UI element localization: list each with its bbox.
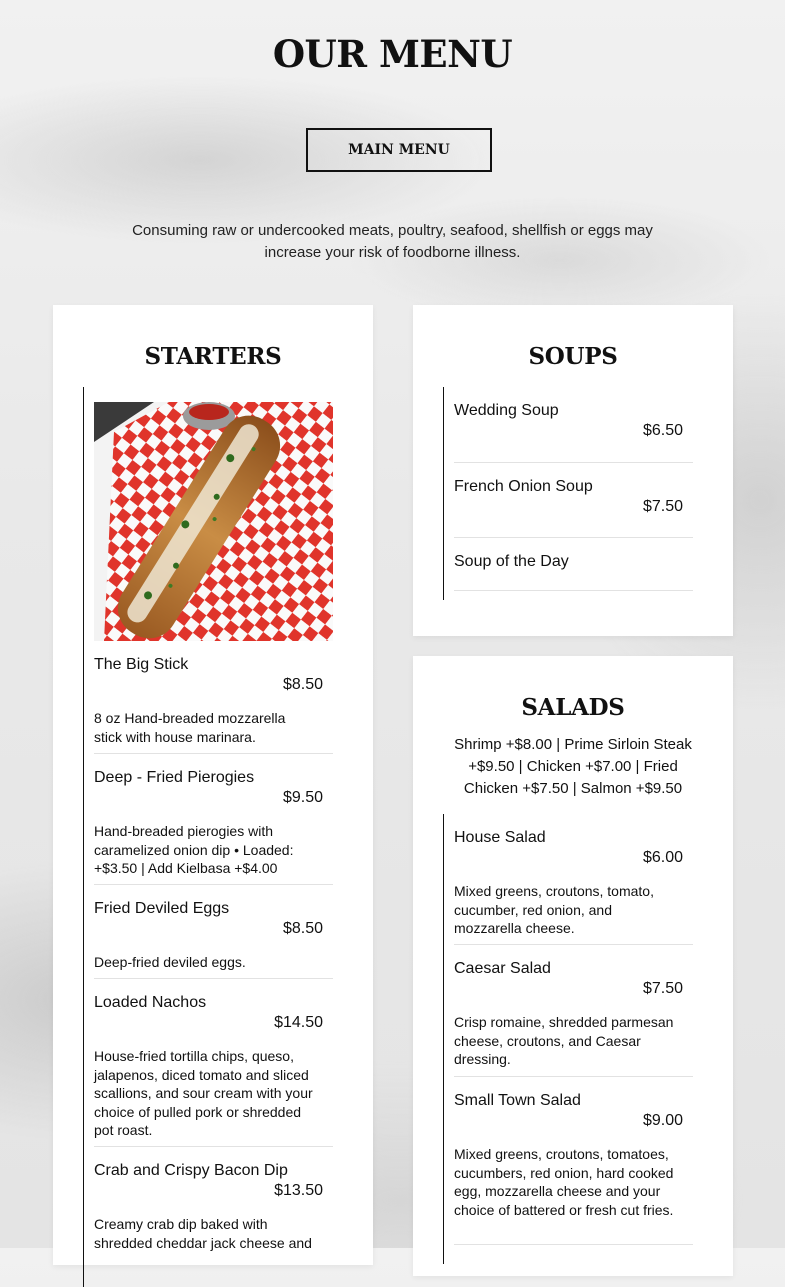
- item-name: Wedding Soup: [454, 402, 559, 419]
- salads-rule: [443, 814, 444, 1264]
- item-price: $7.50: [642, 498, 683, 515]
- item-price: $7.50: [642, 980, 683, 997]
- item-description: Creamy crab dip baked with shredded cheddar jack cheese and: [94, 1216, 312, 1251]
- fried-mozzarella-stick-photo: [94, 402, 333, 641]
- item-price: $14.50: [274, 1014, 323, 1031]
- menu-item: [454, 552, 693, 572]
- item-name: Deep - Fried Pierogies: [94, 769, 255, 786]
- item-divider: [94, 753, 333, 754]
- soups-rule: [443, 387, 444, 600]
- starters-card: [53, 305, 373, 1265]
- starters-rule: [83, 387, 84, 1287]
- item-price: $8.50: [282, 676, 323, 693]
- item-name: Caesar Salad: [454, 960, 551, 977]
- item-name: Fried Deviled Eggs: [94, 900, 230, 917]
- item-name: The Big Stick: [94, 656, 189, 673]
- item-divider: [94, 1146, 333, 1147]
- item-name: Crab and Crispy Bacon Dip: [94, 1162, 288, 1179]
- item-price: $13.50: [274, 1182, 323, 1199]
- starters-heading: STARTERS: [144, 343, 282, 370]
- soups-heading: SOUPS: [528, 343, 618, 370]
- menu-item: [454, 959, 693, 1069]
- item-price: $9.00: [642, 1112, 683, 1129]
- item-name: House Salad: [454, 829, 546, 846]
- main-menu-button[interactable]: MAIN MENU: [306, 128, 492, 172]
- item-description: Hand-breaded pierogies with caramelized onion dip • Loaded: +$3.50 | Add Kielbasa +$4.00: [94, 823, 294, 876]
- menu-item: [454, 401, 693, 441]
- item-divider: [454, 1244, 693, 1245]
- item-description: Crisp romaine, shredded parmesan cheese, croutons, and Caesar dressing.: [454, 1014, 674, 1067]
- menu-item: [454, 828, 693, 938]
- menu-item: [94, 655, 333, 746]
- salad-addons: Shrimp +$8.00 | Prime Sirloin Steak +$9.50 | Chicken +$7.00 | Fried Chicken +$7.50 | Salmon +$9.50: [454, 736, 692, 797]
- health-disclaimer: Consuming raw or undercooked meats, poultry, seafood, shellfish or eggs may increase your risk of foodborne illness.: [132, 222, 653, 261]
- item-divider: [454, 944, 693, 945]
- item-description: House-fried tortilla chips, queso, jalapenos, diced tomato and sliced scallions, and sour cream with your choice of pulled pork or shredded pot roast.: [94, 1048, 313, 1138]
- item-name: Small Town Salad: [454, 1092, 581, 1109]
- page-title: OUR MENU: [272, 32, 513, 76]
- item-divider: [94, 978, 333, 979]
- item-name: Soup of the Day: [454, 553, 569, 570]
- item-divider: [454, 590, 693, 591]
- item-divider: [454, 462, 693, 463]
- item-description: Mixed greens, croutons, tomato, cucumber, red onion, and mozzarella cheese.: [454, 883, 654, 936]
- salads-card: [413, 656, 733, 1276]
- soups-card: [413, 305, 733, 636]
- menu-item: [94, 1161, 333, 1252]
- item-price: $6.00: [642, 849, 683, 866]
- item-divider: [454, 537, 693, 538]
- item-divider: [454, 1076, 693, 1077]
- item-name: Loaded Nachos: [94, 994, 207, 1011]
- item-price: $6.50: [642, 422, 683, 439]
- menu-item: [454, 477, 693, 517]
- item-name: French Onion Soup: [454, 478, 593, 495]
- menu-item: [94, 993, 333, 1140]
- item-price: $8.50: [282, 920, 323, 937]
- item-description: 8 oz Hand-breaded mozzarella stick with house marinara.: [94, 710, 286, 745]
- item-divider: [94, 884, 333, 885]
- item-price: $9.50: [282, 789, 323, 806]
- menu-item: [94, 899, 333, 972]
- item-description: Mixed greens, croutons, tomatoes, cucumbers, red onion, hard cooked egg, mozzarella cheese and your choice of battered or fresh cut fries.: [454, 1146, 674, 1218]
- menu-item: [94, 768, 333, 878]
- item-description: Deep-fried deviled eggs.: [94, 954, 246, 970]
- salads-heading: SALADS: [521, 694, 625, 721]
- menu-item: [454, 1091, 693, 1219]
